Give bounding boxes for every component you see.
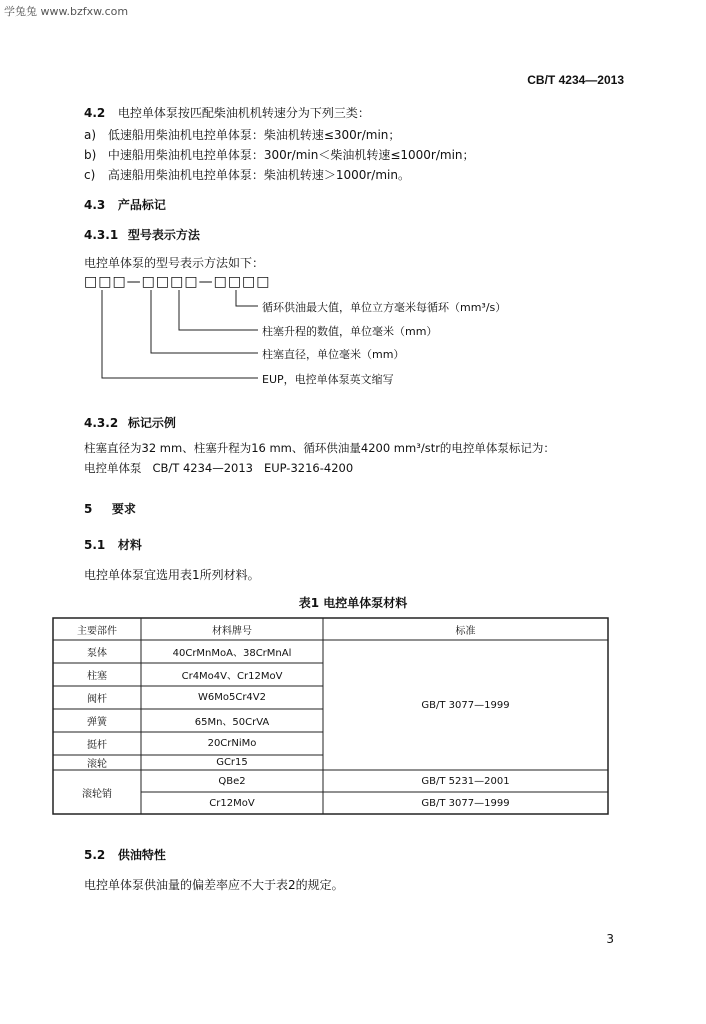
- section-number: 5: [84, 502, 93, 516]
- section-title: 标记示例: [127, 416, 176, 430]
- diagram-label-plunger-stroke: 柱塞升程的数值，单位毫米（mm）: [262, 325, 438, 338]
- cell-material-pin-1: QBe2: [218, 775, 246, 787]
- cell-part-valve-stem: 阀杆: [87, 694, 107, 705]
- list-letter: a): [84, 128, 97, 142]
- cell-material-tappet: 20CrNiMo: [207, 738, 257, 749]
- cell-part-plunger: 柱塞: [87, 671, 107, 682]
- marking-example-line-2: 电控单体泵 CB/T 4234—2013 EUP-3216-4200: [84, 461, 354, 475]
- list-text: 中速船用柴油机电控单体泵：300r/min＜柴油机转速≤1000r/min；: [107, 148, 475, 162]
- section-text: 电控单体泵按匹配柴油机机转速分为下列三类：: [117, 106, 370, 120]
- standard-code-header: CB/T 4234—2013: [527, 73, 624, 87]
- header-cell-standard: 标准: [455, 625, 476, 637]
- cell-material-spring: 65Mn、50CrVA: [194, 717, 270, 728]
- list-letter: c): [84, 168, 96, 182]
- section-title: 供油特性: [117, 848, 166, 862]
- section-title: 材料: [117, 538, 142, 552]
- section-5-1-text: 电控单体泵宜选用表1所列材料。: [84, 568, 260, 582]
- header-cell-material: 材料牌号: [212, 625, 252, 637]
- section-number: 4.3.1: [84, 228, 119, 242]
- cell-part-roller: 滚轮: [87, 759, 107, 770]
- section-number: 4.3: [84, 198, 106, 212]
- section-title: 要求: [111, 502, 136, 516]
- marking-example-line-1: 柱塞直径为32 mm、柱塞升程为16 mm、循环供油量4200 mm³/str的电控单体泵标记为：: [84, 441, 555, 455]
- section-5-2-heading: [84, 846, 166, 863]
- section-number: 4.2: [84, 106, 106, 120]
- section-title: 型号表示方法: [127, 228, 200, 242]
- cell-material-plunger: Cr4Mo4V、Cr12MoV: [181, 671, 283, 682]
- list-text: 低速船用柴油机电控单体泵：柴油机转速≤300r/min；: [107, 128, 401, 142]
- section-title: 产品标记: [117, 198, 166, 212]
- diagram-label-oil-volume: 循环供油最大值，单位立方毫米每循环（mm³/s）: [262, 301, 507, 314]
- cell-material-roller: GCr15: [216, 757, 248, 768]
- list-letter: b): [84, 148, 97, 162]
- cell-standard-merged: GB/T 3077—1999: [421, 699, 510, 711]
- model-intro-text: 电控单体泵的型号表示方法如下：: [84, 256, 265, 270]
- diagram-label-plunger-diameter: 柱塞直径，单位毫米（mm）: [262, 348, 405, 361]
- cell-material-valve-stem: W6Mo5Cr4V2: [197, 692, 267, 703]
- cell-part-tappet: 挺杆: [87, 740, 107, 751]
- cell-part-roller-pin: 滚轮销: [82, 788, 112, 800]
- model-code-boxes: □□□—□□□□—□□□□: [84, 274, 271, 290]
- cell-standard-pin-2: GB/T 3077—1999: [421, 797, 510, 809]
- list-text: 高速船用柴油机电控单体泵：柴油机转速＞1000r/min。: [107, 168, 410, 182]
- cell-material-pump-body: 40CrMnMoA、38CrMnAl: [172, 648, 292, 659]
- section-number: 4.3.2: [84, 416, 119, 430]
- cell-part-pump-body: 泵体: [87, 648, 107, 659]
- cell-part-spring: 弹簧: [87, 717, 107, 728]
- section-number: 5.2: [84, 848, 106, 862]
- section-number: 5.1: [84, 538, 106, 552]
- header-cell-part: 主要部件: [77, 625, 117, 637]
- diagram-label-eup: EUP，电控单体泵英文缩写: [262, 373, 394, 386]
- watermark: 学兔兔 www.bzfxw.com: [4, 5, 129, 18]
- section-5-2-text: 电控单体泵供油量的偏差率应不大于表2的规定。: [84, 878, 344, 892]
- cell-material-pin-2: Cr12MoV: [209, 797, 255, 809]
- cell-standard-pin-1: GB/T 5231—2001: [421, 775, 510, 787]
- table-1-caption: 表1 电控单体泵材料: [298, 596, 408, 610]
- page-number: 3: [606, 932, 614, 946]
